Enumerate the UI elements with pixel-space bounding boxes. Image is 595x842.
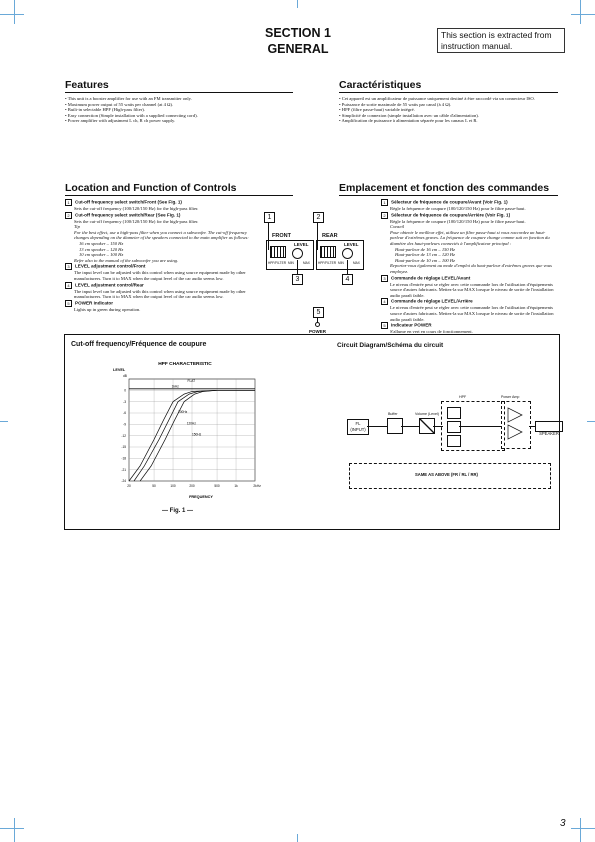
- refer-text: Refer also to the manual of the subwoofer you are using.: [74, 257, 179, 263]
- item-heading: Indicateur POWER: [391, 322, 432, 328]
- list-item: [381, 212, 559, 219]
- circuit-title: Circuit Diagram/Schéma du circuit: [337, 342, 444, 349]
- item-body: Règle la fréquence de coupure (100/120/150 Hz) pour le filtre passe-haut.: [390, 218, 526, 224]
- x-tick-label: 2k: [253, 484, 257, 488]
- signal-line: [459, 426, 501, 427]
- page-number: 3: [560, 818, 566, 829]
- spec-line: 16 cm speaker – 150 Hz: [79, 240, 124, 246]
- x-tick-label: 20: [127, 484, 131, 488]
- refer-text: Reportez-vous également au mode d'emploi du haut-parleur d'extrêmes graves que vous employez.: [390, 263, 552, 274]
- item-number: 3: [381, 275, 388, 282]
- y-tick-label: -24: [121, 479, 126, 484]
- input-label: FL (INPUT): [350, 421, 366, 432]
- crop-mark: [580, 0, 581, 24]
- tip-text: For the best effect, use a high-pass filter when you connect a subwoofer. The cut-off frequency changes depending on the diameter of the speakers connected to the main amplifier as follows:: [74, 229, 249, 241]
- item-number: 2: [381, 212, 388, 219]
- front-max-label: MAX: [303, 261, 310, 265]
- list-item: • Amplification de puissance à alimentation séparée pour les canaux L et R.: [339, 118, 558, 124]
- input-box: [347, 419, 369, 435]
- item-number: 3: [65, 263, 72, 270]
- features-title: Features: [65, 79, 109, 91]
- callout-2: 2: [313, 212, 324, 223]
- rear-min-label: MIN: [338, 261, 344, 265]
- list-item: [381, 298, 559, 305]
- rear-level-knob[interactable]: [342, 248, 353, 259]
- y-tick-label: -6: [123, 411, 126, 416]
- spec-line: Haut-parleur de 16 cm – 150 Hz: [395, 246, 455, 252]
- speaker-box: [535, 421, 563, 436]
- rear-hpf-switch[interactable]: [320, 246, 336, 258]
- tip-label: Tip: [74, 224, 80, 230]
- item-body: Sets the cut-off frequency (100/120/150 Hz) for the high-pass filter.: [74, 218, 199, 224]
- rear-hpf-label: HPF/FILTER: [318, 261, 337, 265]
- crop-mark: [0, 14, 24, 15]
- hpf-chart: [105, 357, 265, 505]
- list-item: [381, 199, 559, 206]
- crop-mark: [14, 0, 15, 24]
- list-item: [381, 275, 559, 282]
- item-body: Le niveau d'entrée peut se régler avec cette commande lors de l'utilisation d'équipements source d'autres fabricants. Mettez-la sur MAX lorsque le niveau de sortie de l'installation audio paraît faible.: [390, 305, 554, 322]
- list-item: • Easy connection (Simple installation with a supplied connecting cord).: [65, 113, 293, 119]
- list-item: [65, 300, 250, 307]
- y-tick-label: -12: [121, 433, 126, 438]
- item-heading: Cut-off frequency select switch/Front (See Fig. 1): [75, 199, 182, 205]
- list-item: • Puissance de sortie maximale de 55 watts par canal (à 4 Ω).: [339, 102, 558, 108]
- chart-annotation: 100Hz: [178, 410, 188, 414]
- item-heading: Commande de réglage LEVEL/Arrière: [391, 298, 473, 304]
- item-heading: LEVEL adjustment control/Front: [75, 263, 146, 269]
- callout-3: 3: [292, 274, 303, 285]
- filter-block: [447, 421, 461, 433]
- item-body: The input level can be adjusted with this control when using source equipment made by other manufacturers. Turn it to MAX when the output level of the car audio seems low.: [74, 288, 246, 300]
- crop-mark: [587, 421, 595, 422]
- item-heading: Sélecteur de fréquence de coupure/Avant (Voir Fig. 1): [391, 199, 508, 205]
- caracteristiques-title: Caractéristiques: [339, 79, 422, 91]
- filter-block: [447, 407, 461, 419]
- rear-max-label: MAX: [353, 261, 360, 265]
- extract-note: This section is extracted from instruction manual.: [437, 28, 565, 53]
- chart-annotation: 1kHz: [171, 384, 179, 389]
- y-tick-label: -18: [121, 456, 126, 461]
- front-hpf-switch[interactable]: [270, 246, 286, 258]
- item-heading: Cut-off frequency select switch/Rear (See Fig. 1): [75, 212, 181, 218]
- list-item: [65, 263, 250, 270]
- same-as-above-label: SAME AS ABOVE (FR / RL / RR): [415, 472, 478, 477]
- list-item: • Built-in selectable HPF (High-pass filter).: [65, 107, 293, 113]
- power-label: POWER: [309, 329, 327, 334]
- item-number: 5: [65, 300, 72, 307]
- callout-4: 4: [342, 274, 353, 285]
- buffer-label: Buffer: [388, 412, 398, 416]
- y-tick-label: -3: [123, 399, 126, 404]
- figure-caption: — Fig. 1 —: [162, 508, 194, 514]
- list-item: [65, 199, 250, 206]
- item-heading: LEVEL adjustment control/Rear: [75, 282, 144, 288]
- caracteristiques-list: [339, 96, 558, 124]
- x-tick-label: 50: [152, 484, 156, 488]
- speaker-label: SPEAKER: [539, 431, 559, 436]
- section-number: SECTION 1: [265, 26, 331, 40]
- spec-line: 13 cm speaker – 120 Hz: [79, 246, 124, 252]
- list-item: • Cet appareil est un amplificateur de puissance uniquement destiné à être raccordé via un connecteur ISO.: [339, 96, 558, 102]
- crop-mark: [297, 834, 298, 842]
- circuit-diagram: [335, 355, 559, 505]
- crop-mark: [0, 421, 8, 422]
- figure-box: [64, 334, 560, 530]
- y-tick-label: -15: [121, 445, 126, 450]
- x-axis-label: FREQUENCY: [189, 495, 213, 499]
- list-item: • Maximum power output of 55 watts per channel (at 4 Ω).: [65, 102, 293, 108]
- power-amp-label: Power Amp: [501, 395, 520, 399]
- y-tick-label: -9: [123, 422, 126, 427]
- crop-mark: [571, 14, 595, 15]
- tip-text: Pour obtenir le meilleur effet, utilisez un filtre passe-haut si vous raccordez un haut-parleur d'extrêmes graves. La fréquence de coupure change comme suit en fonction du diamètre des haut-parleurs connectés à l'amplificateur principal :: [390, 229, 550, 246]
- crop-mark: [0, 828, 24, 829]
- item-body: Règle la fréquence de coupure (100/120/150 Hz) pour le filtre passe-haut.: [390, 206, 526, 211]
- filter-block: [447, 435, 461, 447]
- y-unit: dB: [123, 374, 127, 378]
- front-min-label: MIN: [288, 261, 294, 265]
- rear-label: REAR: [322, 233, 338, 239]
- chart-title: HPF CHARACTERISTIC: [158, 362, 212, 367]
- caracteristiques-rule: [339, 92, 558, 93]
- item-heading: POWER indicator: [75, 300, 114, 306]
- rear-level-label: LEVEL: [344, 242, 359, 247]
- chart-annotation: 150Hz: [192, 432, 202, 437]
- signal-line: [401, 426, 419, 427]
- emplacement-list: [381, 199, 559, 335]
- item-heading: Commande de réglage LEVEL/Avant: [391, 275, 471, 281]
- location-list: [65, 199, 250, 312]
- location-title: Location and Function of Controls: [65, 182, 237, 194]
- item-number: 2: [65, 212, 72, 219]
- front-hpf-label: HPF/FILTER: [268, 261, 287, 265]
- item-body: S'allume en vert en cours de fonctionnement.: [390, 329, 473, 335]
- front-level-knob[interactable]: [292, 248, 303, 259]
- item-body: Sets the cut-off frequency (100/120/150 Hz) for the high-pass filter.: [74, 206, 199, 211]
- cutoff-title: Cut-off frequency/Fréquence de coupure: [71, 341, 207, 348]
- signal-line: [367, 426, 387, 427]
- x-tick-label: 1k: [234, 484, 238, 488]
- callout-1: 1: [264, 212, 275, 223]
- y-axis-label: LEVEL: [113, 368, 126, 372]
- y-tick-label: -21: [121, 467, 126, 472]
- front-level-label: LEVEL: [294, 242, 309, 247]
- item-body: Lights up in green during operation.: [74, 306, 141, 312]
- chart-annotation: 120Hz: [186, 421, 196, 426]
- item-body: The input level can be adjusted with this control when using source equipment made by other manufacturers. Turn it to MAX when the output level of the car audio seems low.: [74, 270, 246, 281]
- list-item: • This unit is a booster amplifier for use with an FM transmitter only.: [65, 96, 293, 102]
- power-led-icon: [315, 322, 320, 327]
- volume-label: Volume (Level): [415, 412, 439, 416]
- hpf-label: HPF: [459, 395, 467, 399]
- spec-line: Haut-parleur de 10 cm – 100 Hz: [395, 257, 455, 263]
- emplacement-rule: [339, 195, 558, 196]
- leader-line: [297, 260, 298, 274]
- item-number: 1: [381, 199, 388, 206]
- list-item: [65, 282, 250, 289]
- list-item: • Simplicité de connexion (simple installation avec un câble d'alimentation).: [339, 113, 558, 119]
- list-item: • HPF (filtre passe-haut) variable intégré.: [339, 107, 558, 113]
- item-number: 4: [381, 298, 388, 305]
- item-number: 1: [65, 199, 72, 206]
- spec-line: Haut-parleur de 13 cm – 120 Hz: [395, 252, 455, 258]
- x-tick-label: 200: [189, 484, 195, 488]
- x-tick-label: 500: [214, 484, 220, 488]
- chart-annotation: FLAT: [187, 379, 196, 384]
- callout-5: 5: [313, 307, 324, 318]
- amp-triangle-icon: [507, 407, 523, 441]
- front-label: FRONT: [272, 233, 291, 239]
- spec-line: 10 cm speaker – 100 Hz: [79, 252, 124, 258]
- crop-mark: [14, 818, 15, 842]
- section-heading: [228, 25, 368, 57]
- item-heading: Sélecteur de fréquence de coupure/Arrière (Voir Fig. 1): [391, 212, 511, 218]
- leader-line: [347, 260, 348, 274]
- location-rule: [65, 195, 293, 196]
- list-item: • Power amplifier with adjustment L ch, R ch power supply.: [65, 118, 293, 124]
- list-item: [65, 212, 250, 219]
- list-item: [381, 322, 559, 329]
- y-tick-label: 0: [124, 388, 126, 393]
- section-name: GENERAL: [267, 42, 329, 56]
- item-number: 4: [65, 282, 72, 289]
- tip-label: Conseil: [390, 224, 405, 230]
- x-tick-label: 100: [170, 484, 176, 488]
- features-list: [65, 96, 293, 124]
- item-body: Le niveau d'entrée peut se régler avec cette commande lors de l'utilisation d'équipements source d'autres fabricants. Mettez-la sur MAX lorsque le niveau de sortie de l'installation audio paraît faible.: [390, 281, 554, 298]
- emplacement-title: Emplacement et fonction des commandes: [339, 182, 550, 194]
- x-unit: Hz: [257, 484, 261, 488]
- crop-mark: [571, 828, 595, 829]
- item-number: 5: [381, 322, 388, 329]
- crop-mark: [297, 0, 298, 8]
- features-rule: [65, 92, 293, 93]
- crop-mark: [580, 818, 581, 842]
